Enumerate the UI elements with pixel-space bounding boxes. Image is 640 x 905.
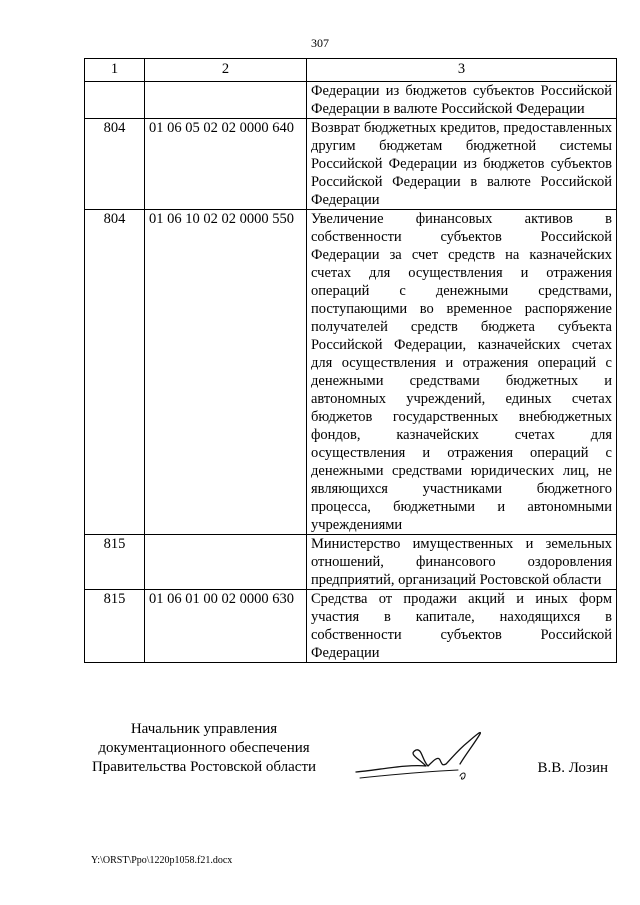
budget-sources-table bbox=[84, 58, 617, 663]
signatory-title-line: Начальник управления bbox=[130, 721, 278, 737]
description-cell: Возврат бюджетных кредитов, предоставленных другим бюджетам бюджетной системы Российской Федерации из бюджетов субъектов Российской Федерации в валюте Российской Федерации bbox=[307, 119, 617, 210]
admin-code-cell bbox=[85, 82, 145, 119]
admin-code-cell: 815 bbox=[85, 535, 145, 590]
admin-code-cell: 804 bbox=[85, 210, 145, 535]
table-header-row bbox=[85, 59, 617, 82]
budget-code-cell: 01 06 05 02 02 0000 640 bbox=[145, 119, 307, 210]
description-cell: Министерство имущественных и земельных отношений, финансового оздоровления предприятий, организаций Ростовской области bbox=[307, 535, 617, 590]
budget-code-cell: 01 06 10 02 02 0000 550 bbox=[145, 210, 307, 535]
description-cell: Увеличение финансовых активов в собственности субъектов Российской Федерации за счет средств на казначейских счетах для осуществления и отражения операций с денежными средствами, поступающими во временное распоряжение получателей средств бюджета субъекта Российской Федерации, казначейских счетах для осуществления и отражения операций с денежными средствами бюджетных и автономных учреждений, единых счетах бюджетов государственных внебюджетных фондов, казначейских счетах для осуществления и отражения операций с денежными средствами юридических лиц, не являющихся участниками бюджетного процесса, бюджетными и автономными учреждениями bbox=[307, 210, 617, 535]
column-header: 2 bbox=[145, 59, 307, 82]
budget-code-cell bbox=[145, 535, 307, 590]
page-number: 307 bbox=[311, 36, 329, 50]
column-header: 3 bbox=[307, 59, 617, 82]
signatory-title-line: Правительства Ростовской области bbox=[91, 759, 317, 775]
signatory-title bbox=[84, 720, 324, 777]
admin-code-cell: 815 bbox=[85, 590, 145, 663]
table-row bbox=[85, 535, 617, 590]
description-cell: Средства от продажи акций и иных форм участия в капитале, находящихся в собственности субъектов Российской Федерации bbox=[307, 590, 617, 663]
handwritten-signature bbox=[348, 720, 488, 790]
signatory-title-line: документационного обеспечения bbox=[98, 740, 310, 756]
column-header: 1 bbox=[85, 59, 145, 82]
table-row bbox=[85, 82, 617, 119]
description-cell: Федерации из бюджетов субъектов Российской Федерации в валюте Российской Федерации bbox=[307, 82, 617, 119]
signer-name: В.В. Лозин bbox=[537, 760, 608, 776]
budget-code-cell bbox=[145, 82, 307, 119]
budget-code-cell: 01 06 01 00 02 0000 630 bbox=[145, 590, 307, 663]
file-path: Y:\ORST\Ppo\1220p1058.f21.docx bbox=[91, 855, 233, 866]
table-row bbox=[85, 119, 617, 210]
table-row bbox=[85, 210, 617, 535]
admin-code-cell: 804 bbox=[85, 119, 145, 210]
table-row bbox=[85, 590, 617, 663]
